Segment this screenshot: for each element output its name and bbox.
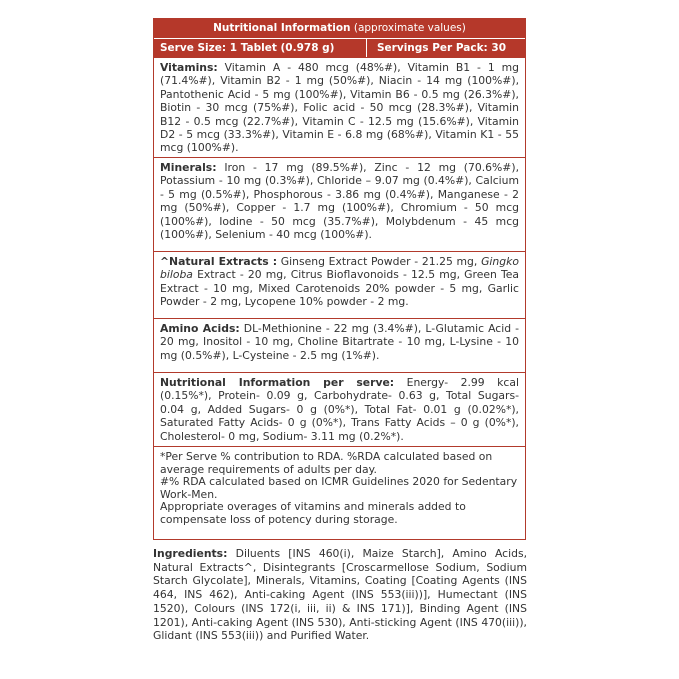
- extracts-label: ^Natural Extracts :: [160, 255, 278, 268]
- serve-size: Serve Size: 1 Tablet (0.978 g): [154, 39, 367, 57]
- servings-per-pack: Servings Per Pack: 30: [377, 42, 507, 54]
- vitamins-text: Vitamin A - 480 mcg (48%#), Vitamin B1 - 1 mg (71.4%#), Vitamin B2 - 1 mg (50%#), Niacin - 14 mg (100%#), Pantothenic Acid - 5 mg (100%#), Vitamin B6 - 0.5 mg (26.3%#), Biotin - 30 mcg (75%#), Folic acid - 50 mcg (28.3%#), Vitamin B12 - 0.5 mcg (22.7%#), Vitamin C - 12.5 mg (15.6%#), Vitamin D2 - 5 mcg (33.3%#), Vitamin E - 6.8 mg (68%#), Vitamin K1 - 55 mcg (100%#).: [160, 61, 519, 155]
- panel-title: Nutritional Information: [213, 22, 351, 34]
- panel-subtitle: (approximate values): [353, 22, 466, 34]
- per-serve-text: Energy- 2.99 kcal (0.15%*), Protein- 0.09 g, Carbohydrate- 0.63 g, Total Sugars- 0.04 g, Added Sugars- 0 g (0%*), Total Fat- 0.01 g (0.02%*), Saturated Fatty Acids- 0 g (0%*), Trans Fatty Acids – 0 g (0%*), Cholesterol- 0 mg, Sodium- 3.11 mg (0.2%*).: [160, 376, 519, 443]
- extracts-text-b: Extract - 20 mg, Citrus Bioflavonoids - 12.5 mg, Green Tea Extract - 10 mg, Mixed Carotenoids 20% powder - 5 mg, Garlic Powder - 2 mg, Lycopene 10% powder - 2 mg.: [160, 268, 519, 309]
- nutrition-panel: [153, 18, 526, 540]
- ingredients-label: Ingredients:: [153, 547, 228, 560]
- vitamins-label: Vitamins:: [160, 61, 218, 74]
- ingredients-text: Diluents [INS 460(i), Maize Starch], Amino Acids, Natural Extracts^, Disintegrants [Croscarmellose Sodium, Sodium Starch Glycolate], Minerals, Vitamins, Coating [Coating Agents (INS 464, INS 462), Anti-caking Agent (INS 553(iii))], Humectant (INS 1520), Colours (INS 172(i, iii, ii) & INS 171)], Binding Agent (INS 1201), Anti-caking Agent (INS 530), Anti-sticking Agent (INS 470(iii)), Glidant (INS 553(iii)) and Purified Water.: [153, 547, 527, 643]
- minerals-section: [154, 157, 525, 251]
- serve-row: [154, 39, 525, 57]
- amino-text: DL-Methionine - 22 mg (3.4%#), L-Glutamic Acid - 20 mg, Inositol - 10 mg, Choline Bitartrate - 10 mg, L-Lysine - 10 mg (0.5%#), L-Cysteine - 2.5 mg (1%#).: [160, 322, 520, 362]
- extracts-section: [154, 251, 525, 318]
- extracts-italic: Gingko biloba: [160, 255, 519, 282]
- footnotes: [154, 446, 525, 531]
- footnote-overages: Appropriate overages of vitamins and minerals added to compensate loss of potency during storage.: [160, 500, 466, 526]
- footnote-rda: *Per Serve % contribution to RDA. %RDA calculated based on average requirements of adults per day.: [160, 450, 493, 476]
- per-serve-label: Nutritional Information per serve:: [160, 376, 395, 389]
- vitamins-section: [154, 57, 525, 157]
- minerals-label: Minerals:: [160, 161, 217, 174]
- amino-section: [154, 318, 525, 372]
- amino-label: Amino Acids:: [160, 322, 240, 335]
- per-serve-section: [154, 372, 525, 446]
- footnote-icmr: #% RDA calculated based on ICMR Guidelines 2020 for Sedentary Work-Men.: [160, 475, 518, 501]
- minerals-text: Iron - 17 mg (89.5%#), Zinc - 12 mg (70.6%#), Potassium - 10 mg (0.3%#), Chloride – 9.07 mg (0.4%#), Calcium - 5 mg (0.5%#), Phosphorous - 3.86 mg (0.4%#), Manganese - 2 mg (50%#), Copper - 1.7 mg (100%#), Chromium - 50 mcg (100%#), Iodine - 50 mcg (35.7%#), Molybdenum - 45 mcg (100%#), Selenium - 40 mcg (100%#).: [160, 161, 519, 242]
- panel-header: [154, 19, 525, 39]
- extracts-text-a: Ginseng Extract Powder - 21.25 mg,: [277, 255, 482, 268]
- ingredients: [153, 547, 527, 643]
